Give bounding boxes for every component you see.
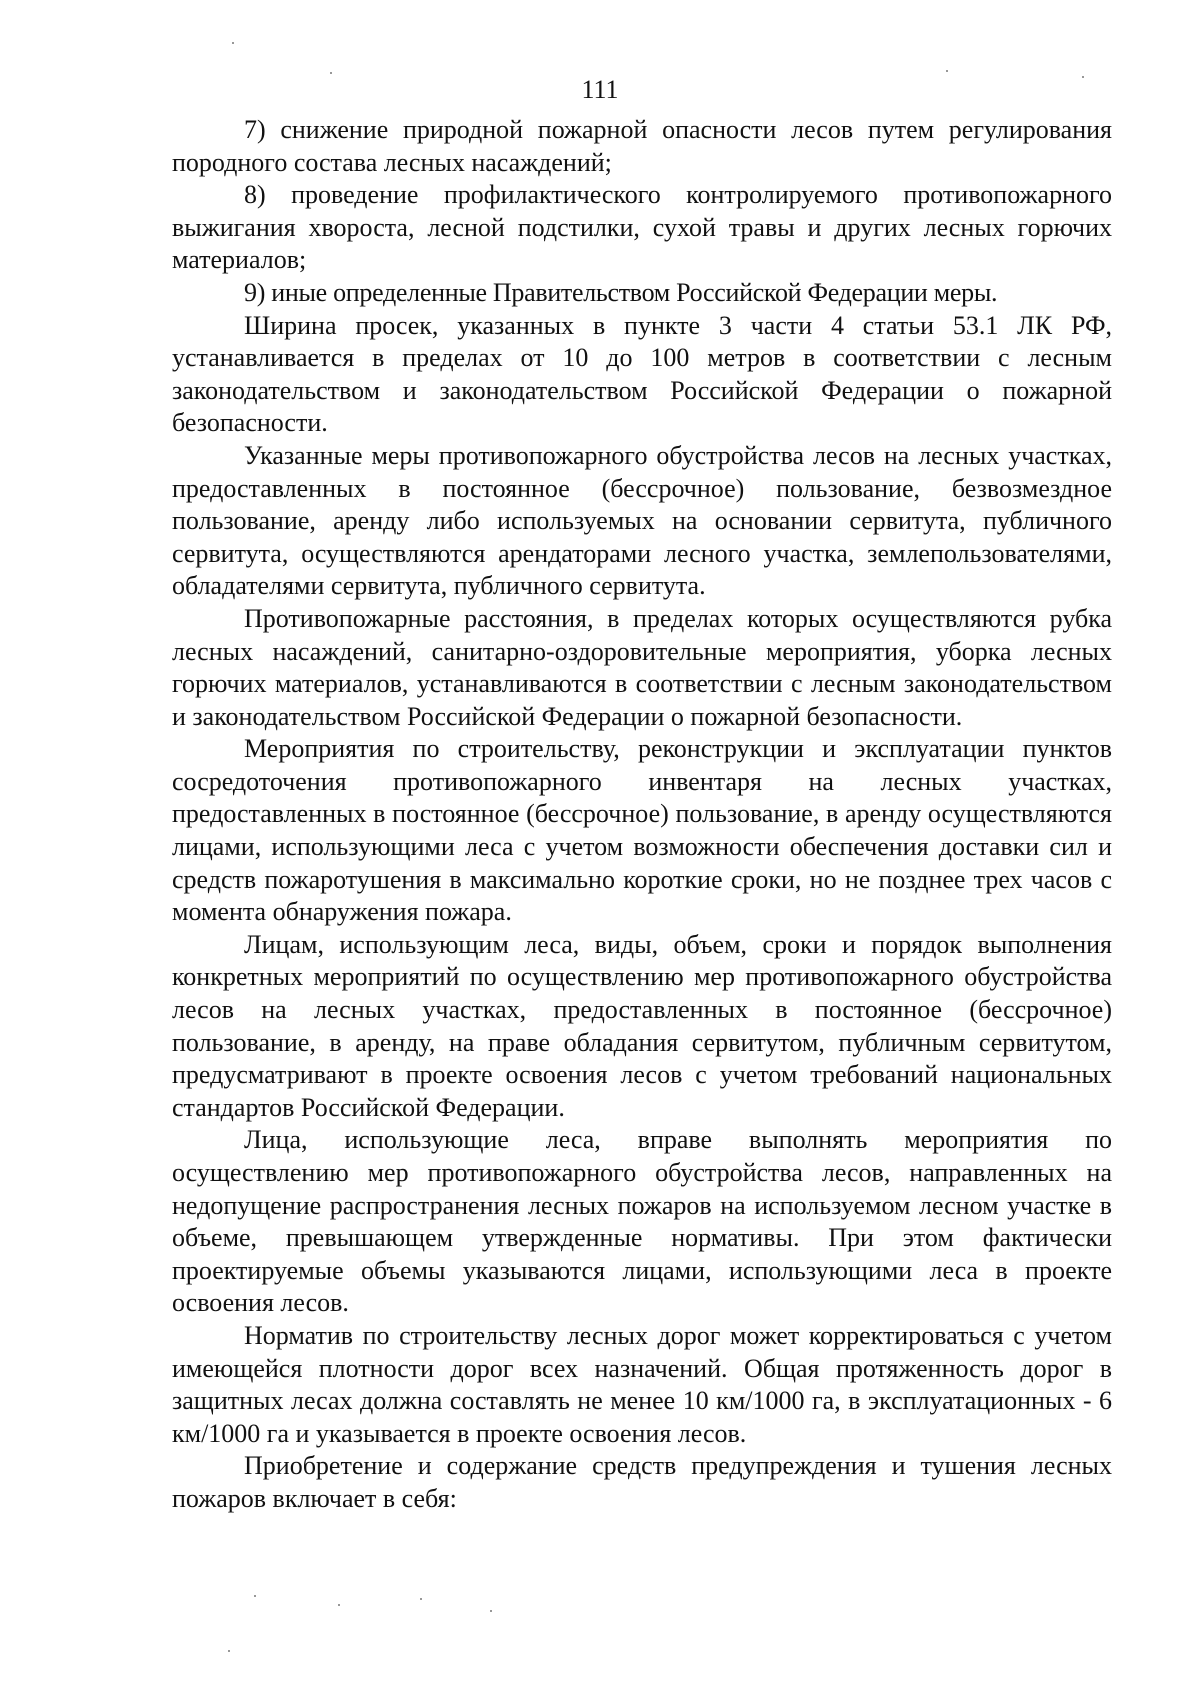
paragraph-fire-equipment: Приобретение и содержание средств предупреждения и тушения лесных пожаров включает в себя:: [172, 1451, 1112, 1513]
paragraph-clearing-width: Ширина просек, указанных в пункте 3 части 4 статьи 53.1 ЛК РФ, устанавливается в пределах от 10 до 100 метров в соответствии с лесным законодательством и законодательством Российской Федерации о пожарной безопасности.: [172, 310, 1112, 438]
document-body: [172, 114, 1112, 1516]
paragraph-item-9: 9) иные определенные Правительством Российской Федерации меры.: [244, 277, 998, 307]
scan-speck: [1082, 76, 1084, 78]
paragraph-excess-volume: Лица, использующие леса, вправе выполнять мероприятия по осуществлению мер противопожарного обустройства лесов, направленных на недопущение распространения лесных пожаров на используемом лесном участке в объеме, превышающем утвержденные нормативы. При этом фактически проектируемые объемы указываются лицами, использующими леса в проекте освоения лесов.: [172, 1125, 1112, 1318]
scan-speck: [254, 1595, 256, 1597]
paragraph-fire-measures: Указанные меры противопожарного обустройства лесов на лесных участках, предоставленных в постоянное (бессрочное) пользование, безвозмездное пользование, аренду либо используемых на основании сервитута, публичного сервитута, осуществляются арендаторами лесного участка, землепользователями, обладателями сервитута, публичного сервитута.: [172, 440, 1112, 601]
scan-speck: [330, 72, 332, 74]
paragraph-forest-users: Лицам, использующим леса, виды, объем, сроки и порядок выполнения конкретных мероприятий по осуществлению мер противопожарного обустройства лесов на лесных участках, предоставленных в постоянное (бессрочное) пользование, в аренду, на праве обладания сервитутом, публичным сервитутом, предусматривают в проекте освоения лесов с учетом требований национальных стандартов Российской Федерации.: [172, 929, 1112, 1122]
paragraph-item-8: 8) проведение профилактического контролируемого противопожарного выжигания хвороста, лесной подстилки, сухой травы и других лесных горючих материалов;: [172, 180, 1112, 275]
page-number: 111: [581, 75, 619, 104]
paragraph-fire-distances: Противопожарные расстояния, в пределах которых осуществляются рубка лесных насаждений, санитарно-оздоровительные мероприятия, уборка лесных горючих материалов, устанавливаются в соответствии с лесным законодательством и законодательством Российской Федерации о пожарной безопасности.: [172, 603, 1112, 731]
scan-speck: [420, 1598, 422, 1600]
paragraph-road-norm: Норматив по строительству лесных дорог может корректироваться с учетом имеющейся плотности дорог всех назначений. Общая протяженность дорог в защитных лесах должна составлять не менее 10 км/1000 га, в эксплуатационных - 6 км/1000 га и указывается в проекте освоения лесов.: [172, 1320, 1112, 1448]
scan-speck: [338, 1604, 340, 1606]
paragraph-equipment-points: Мероприятия по строительству, реконструкции и эксплуатации пунктов сосредоточения противопожарного инвентаря на лесных участках, предоставленных в постоянное (бессрочное) пользование, в аренду осуществляются лицами, использующими леса с учетом возможности обеспечения доставки сил и средств пожаротушения в максимально короткие сроки, но не позднее трех часов с момента обнаружения пожара.: [172, 734, 1112, 927]
scan-speck: [946, 70, 948, 72]
scan-speck: [228, 1650, 230, 1652]
paragraph-item-7: 7) снижение природной пожарной опасности лесов путем регулирования породного состава лесных насаждений;: [172, 115, 1112, 177]
scan-speck: [232, 42, 234, 44]
scan-speck: [490, 1610, 492, 1612]
